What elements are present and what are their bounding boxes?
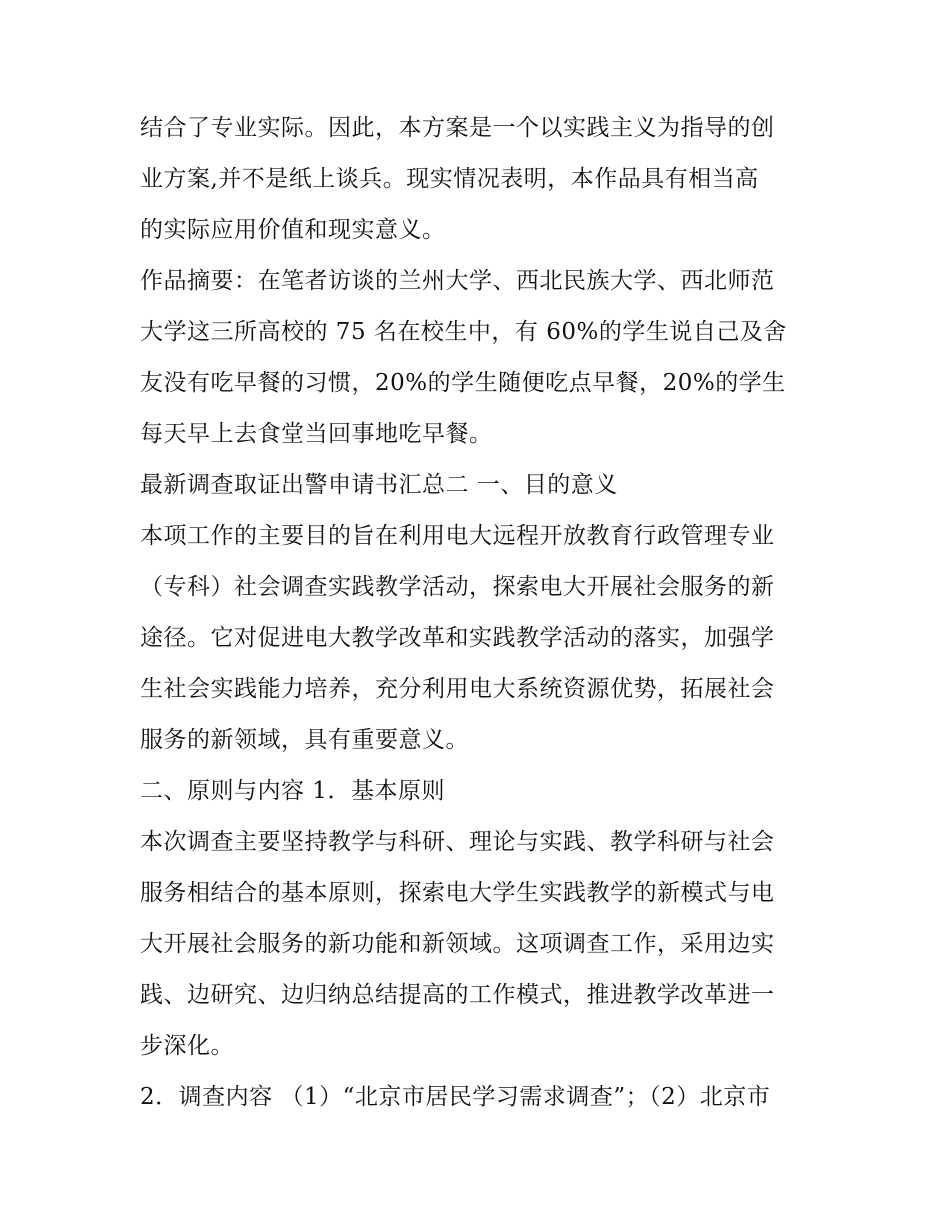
text-line: 的实际应用价值和现实意义。	[140, 217, 446, 243]
text-line: 业方案,并不是纸上谈兵。现实情况表明，本作品具有相当高	[140, 166, 759, 192]
text-line: 服务相结合的基本原则，探索电大学生实践教学的新模式与电	[140, 880, 775, 906]
text-line: 本项工作的主要目的旨在利用电大远程开放教育行政管理专业	[140, 523, 775, 549]
text-line: 本次调查主要坚持教学与科研、理论与实践、教学科研与社会	[140, 829, 775, 855]
text-line: 结合了专业实际。因此，本方案是一个以实践主义为指导的创	[140, 115, 775, 141]
text-line: 践、边研究、边归纳总结提高的工作模式，推进教学改革进一	[140, 982, 775, 1008]
text-line: 每天早上去食堂当回事地吃早餐。	[140, 421, 493, 447]
text-line: 服务的新领域，具有重要意义。	[140, 727, 469, 753]
text-line: 2．调查内容 （1）“北京市居民学习需求调查”；（2）北京市	[140, 1084, 771, 1110]
text-line: 生社会实践能力培养，充分利用电大系统资源优势，拓展社会	[140, 676, 775, 702]
section-heading: 最新调查取证出警申请书汇总二 一、目的意义	[140, 472, 618, 498]
text-line: 途径。它对促进电大教学改革和实践教学活动的落实，加强学	[140, 625, 775, 651]
text-line: （专科）社会调查实践教学活动，探索电大开展社会服务的新	[140, 574, 775, 600]
text-line: 大学这三所高校的 75 名在校生中，有 60%的学生说自己及舍	[140, 319, 787, 345]
text-line: 大开展社会服务的新功能和新领域。这项调查工作，采用边实	[140, 931, 775, 957]
text-line: 友没有吃早餐的习惯，20%的学生随便吃点早餐，20%的学生	[140, 370, 786, 396]
text-line: 步深化。	[140, 1033, 234, 1059]
text-line: 作品摘要：在笔者访谈的兰州大学、西北民族大学、西北师范	[140, 268, 775, 294]
section-heading: 二、原则与内容 1．基本原则	[140, 778, 445, 804]
